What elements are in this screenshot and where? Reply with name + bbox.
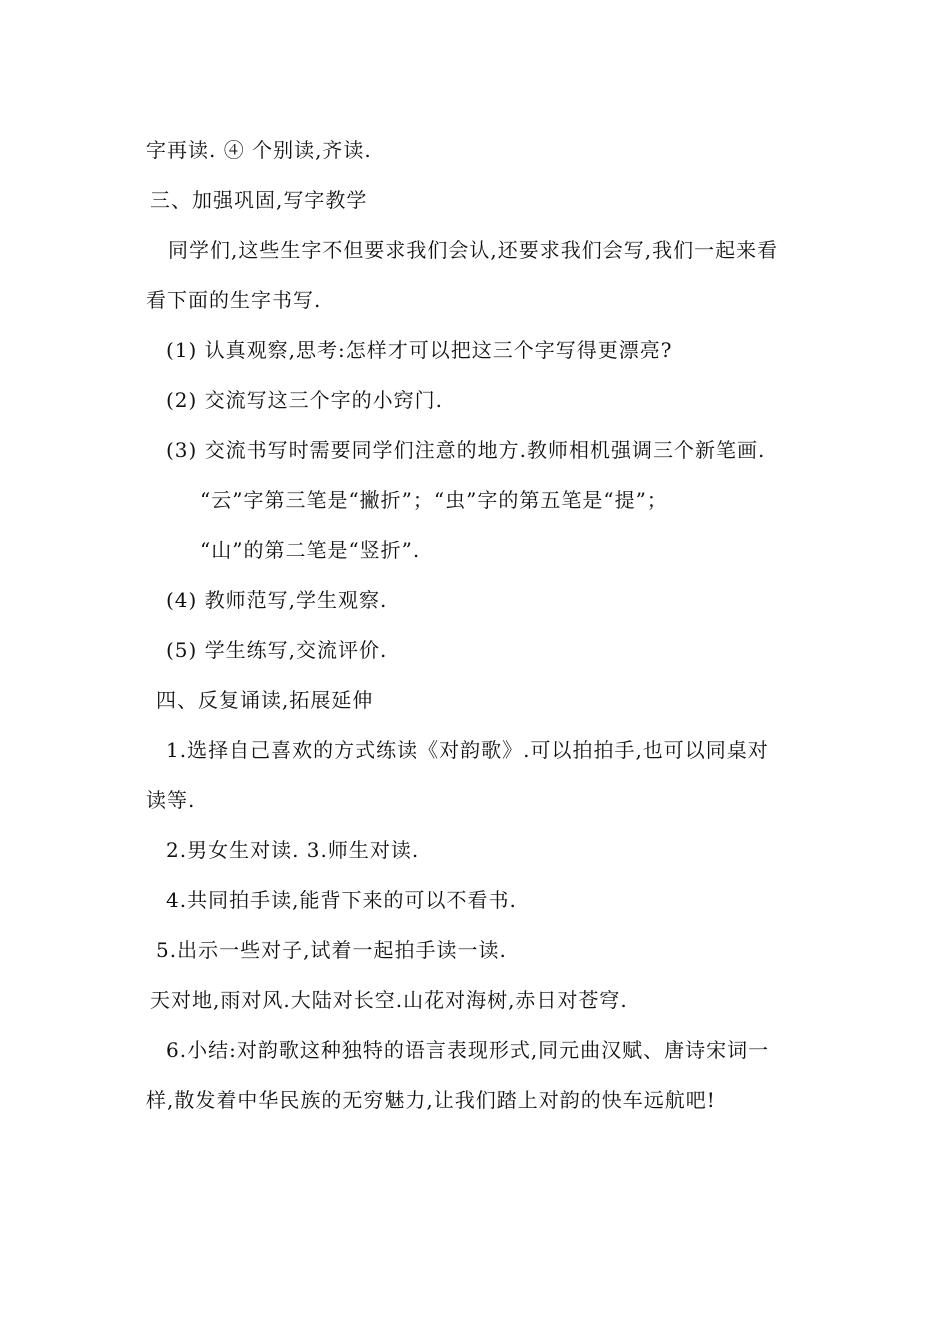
step-3: (3) 交流书写时需要同学们注意的地方.教师相机强调三个新笔画.: [166, 438, 766, 462]
item-5: 5.出示一些对子,试着一起拍手读一读.: [156, 938, 507, 962]
couplet-example: 天对地,雨对风.大陆对长空.山花对海树,赤日对苍穹.: [150, 988, 628, 1012]
item-1-line-2: 读等.: [146, 788, 196, 812]
section-heading-3: 三、加强巩固,写字教学: [150, 188, 368, 212]
item-2-3: 2.男女生对读. 3.师生对读.: [166, 838, 420, 862]
text-line-continuation: 字再读. ④ 个别读,齐读.: [146, 138, 372, 162]
step-2: (2) 交流写这三个字的小窍门.: [166, 388, 444, 412]
paragraph-intro-line-2: 看下面的生字书写.: [146, 288, 322, 312]
paragraph-intro-line-1: 同学们,这些生字不但要求我们会认,还要求我们会写,我们一起来看: [168, 238, 779, 262]
item-6-line-1: 6.小结:对韵歌这种独特的语言表现形式,同元曲汉赋、唐诗宋词一: [166, 1038, 770, 1062]
item-1-line-1: 1.选择自己喜欢的方式练读《对韵歌》.可以拍拍手,也可以同桌对: [166, 738, 769, 762]
stroke-note-line-1: “云”字第三笔是“撇折”；“虫”字的第五笔是“提”；: [200, 488, 668, 512]
step-4: (4) 教师范写,学生观察.: [166, 588, 388, 612]
step-1: (1) 认真观察,思考:怎样才可以把这三个字写得更漂亮?: [166, 338, 673, 362]
stroke-note-line-2: “山”的第二笔是“竖折”.: [200, 538, 421, 562]
item-4: 4.共同拍手读,能背下来的可以不看书.: [166, 888, 517, 912]
step-5: (5) 学生练写,交流评价.: [166, 638, 388, 662]
section-heading-4: 四、反复诵读,拓展延伸: [156, 688, 374, 712]
item-6-line-2: 样,散发着中华民族的无穷魅力,让我们踏上对韵的快车远航吧!: [146, 1088, 716, 1112]
